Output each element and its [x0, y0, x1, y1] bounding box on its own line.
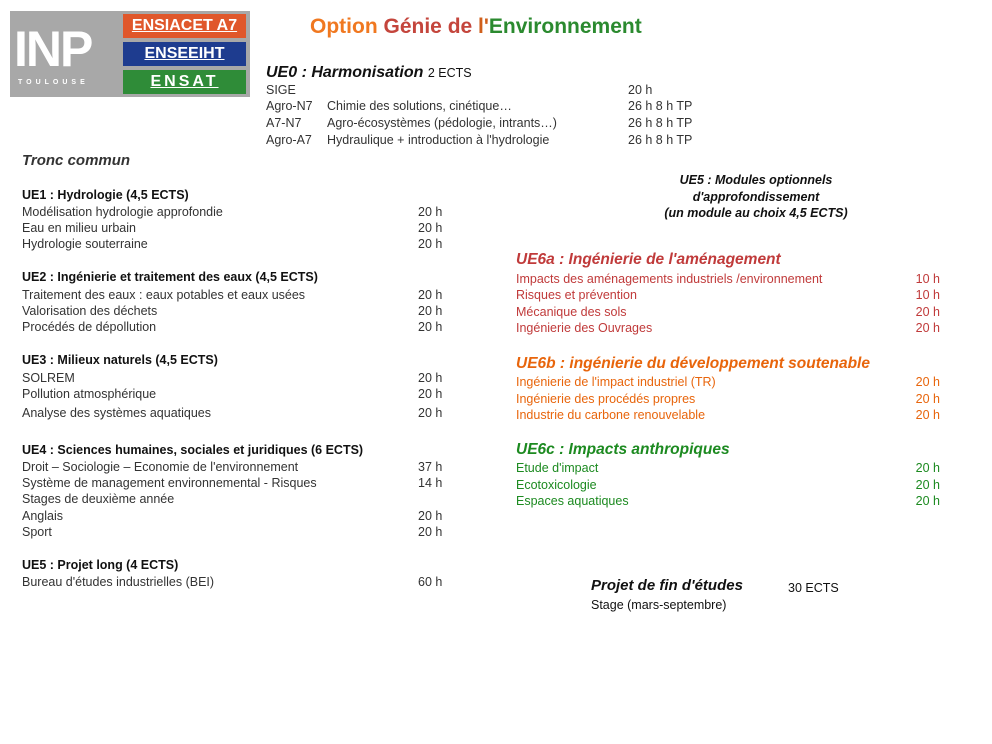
pfe-ects: 30 ECTS — [788, 581, 839, 595]
ue2-title: UE2 : Ingénierie et traitement des eaux (4,5 ECTS) — [22, 270, 318, 284]
ue0-row-hours: 26 h 8 h TP — [628, 116, 693, 130]
ue6b-row-label: Ingénierie des procédés propres — [516, 392, 696, 406]
ue5-options-heading: UE5 : Modules optionnels d'approfondissement (un module au choix 4,5 ECTS) — [664, 173, 848, 220]
ue6c-row-label: Ecotoxicologie — [516, 478, 597, 492]
ue4-row-label: Droit – Sociologie – Economie de l'environnement — [22, 460, 299, 474]
ue0-row-code: A7-N7 — [266, 116, 302, 130]
ue6a-row-hours: 20 h — [915, 321, 940, 335]
ue3-row-label: Pollution atmosphérique — [22, 387, 157, 401]
school-logo — [10, 11, 250, 97]
ue2-row-hours: 20 h — [418, 288, 443, 302]
ue0-row-hours: 20 h — [628, 83, 653, 97]
ue4-row-label: Système de management environnemental - Risques — [22, 476, 317, 490]
ue2-row-hours: 20 h — [418, 320, 443, 334]
ue1-row-hours: 20 h — [418, 237, 443, 251]
ue4-row-hours: 14 h — [418, 476, 443, 490]
ue3-row-label: SOLREM — [22, 371, 75, 385]
ue0-row-hours: 26 h 8 h TP — [628, 133, 693, 147]
ue6c-title: UE6c : Impacts anthropiques — [516, 441, 730, 458]
ue0-header: UE0 : Harmonisation 2 ECTS — [266, 64, 472, 81]
ue6a-row-hours: 10 h — [915, 272, 940, 286]
ue2-row-label: Valorisation des déchets — [22, 304, 158, 318]
logo-inp: INP — [14, 21, 92, 77]
ue5-long-row-hours: 60 h — [418, 575, 443, 589]
logo-ensat: ENSAT — [123, 70, 246, 94]
ue4-row-hours: 20 h — [418, 509, 443, 523]
ue5-long-title: UE5 : Projet long (4 ECTS) — [22, 558, 179, 572]
ue4-row-hours: 20 h — [418, 525, 443, 539]
ue2-row-hours: 20 h — [418, 304, 443, 318]
ue6c-row-hours: 20 h — [915, 478, 940, 492]
pfe-subtitle: Stage (mars-septembre) — [591, 598, 727, 612]
ue6a-row-hours: 20 h — [915, 305, 940, 319]
ue1-row-label: Hydrologie souterraine — [22, 237, 148, 251]
ue6c-row-hours: 20 h — [915, 461, 940, 475]
ue6b-row-label: Industrie du carbone renouvelable — [516, 408, 706, 422]
ue6b-row-hours: 20 h — [915, 375, 940, 389]
ue6a-row-label: Impacts des aménagements industriels /environnement — [516, 272, 823, 286]
ue4-row-label: Anglais — [22, 509, 63, 523]
ue6a-title: UE6a : Ingénierie de l'aménagement — [516, 251, 781, 268]
ue6a-row-label: Ingénierie des Ouvrages — [516, 321, 653, 335]
ue1-row-hours: 20 h — [418, 205, 443, 219]
ue6b-row-hours: 20 h — [915, 392, 940, 406]
ue2-row-label: Procédés de dépollution — [22, 320, 157, 334]
ue3-title: UE3 : Milieux naturels (4,5 ECTS) — [22, 353, 218, 367]
ue0-row-label: Chimie des solutions, cinétique… — [327, 99, 512, 113]
ue4-row-label: Sport — [22, 525, 52, 539]
ue1-row-label: Eau en milieu urbain — [22, 221, 136, 235]
ue3-row-label: Analyse des systèmes aquatiques — [22, 406, 211, 420]
ue6c-row-label: Etude d'impact — [516, 461, 599, 475]
ue3-row-hours: 20 h — [418, 406, 443, 420]
ue3-row-hours: 20 h — [418, 387, 443, 401]
ue6b-row-label: Ingénierie de l'impact industriel (TR) — [516, 375, 716, 389]
tronc-commun-heading: Tronc commun — [22, 152, 131, 169]
ue6a-row-hours: 10 h — [915, 288, 940, 302]
logo-toulouse: TOULOUSE — [18, 79, 89, 86]
ue6a-row-label: Mécanique des sols — [516, 305, 627, 319]
ue0-row-code: Agro-N7 — [266, 99, 313, 113]
ue0-row-label: Hydraulique + introduction à l'hydrologie — [327, 133, 550, 147]
ue0-row-hours: 26 h 8 h TP — [628, 99, 693, 113]
ue0-row-code: SIGE — [266, 83, 296, 97]
logo-enseeiht: ENSEEIHT — [123, 42, 246, 66]
ue5-long-row-label: Bureau d'études industrielles (BEI) — [22, 575, 215, 589]
ue2-row-label: Traitement des eaux : eaux potables et eaux usées — [22, 288, 306, 302]
ue4-row-hours: 37 h — [418, 460, 443, 474]
ue6c-row-label: Espaces aquatiques — [516, 494, 629, 508]
ue4-row-label: Stages de deuxième année — [22, 492, 175, 506]
ue1-row-label: Modélisation hydrologie approfondie — [22, 205, 223, 219]
ue6c-row-hours: 20 h — [915, 494, 940, 508]
ue6b-title: UE6b : ingénierie du développement soutenable — [516, 355, 870, 372]
ue1-row-hours: 20 h — [418, 221, 443, 235]
ue6a-row-label: Risques et prévention — [516, 288, 637, 302]
logo-ensiacet: ENSIACET A7 — [123, 14, 246, 38]
ue0-row-label: Agro-écosystèmes (pédologie, intrants…) — [327, 116, 557, 130]
page-title: Option Génie de l'Environnement — [310, 15, 642, 38]
ue0-row-code: Agro-A7 — [266, 133, 312, 147]
ue4-title: UE4 : Sciences humaines, sociales et juridiques (6 ECTS) — [22, 443, 364, 457]
ue6b-row-hours: 20 h — [915, 408, 940, 422]
ue3-row-hours: 20 h — [418, 371, 443, 385]
pfe-title: Projet de fin d'études — [591, 577, 743, 594]
ue1-title: UE1 : Hydrologie (4,5 ECTS) — [22, 188, 189, 202]
